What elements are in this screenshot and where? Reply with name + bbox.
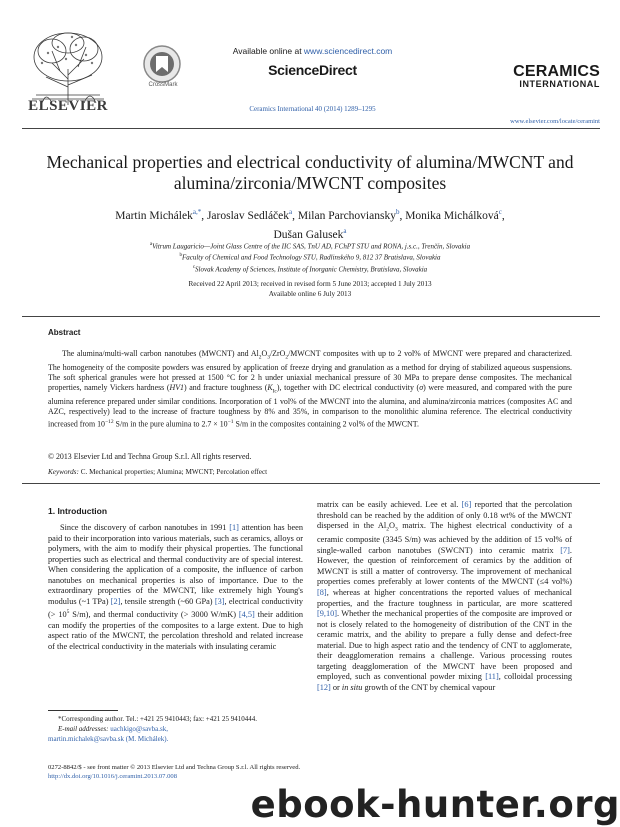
body-text: growth of the CNT by chemical vapour bbox=[362, 682, 496, 692]
abstract-symbol: K bbox=[267, 383, 273, 393]
keywords-list: C. Mechanical properties; Alumina; MWCNT; Percolation effect bbox=[78, 468, 268, 476]
abstract-superscript: −1 bbox=[227, 419, 234, 426]
abstract-text-part: The alumina/multi-wall carbon nanotubes (MWCNT) and Al bbox=[62, 349, 259, 358]
author-name: Jaroslav Sedláček bbox=[206, 209, 290, 222]
affiliation-mark: c bbox=[192, 264, 196, 270]
publisher-logo-text: ELSEVIER bbox=[28, 98, 108, 114]
author-name: Dušan Galusek bbox=[273, 228, 344, 241]
platform-name: ScienceDirect bbox=[268, 62, 357, 78]
citation-link[interactable]: [6] bbox=[461, 500, 472, 509]
affiliations bbox=[30, 240, 590, 274]
title-line-2: alumina/zirconia/MWCNT composites bbox=[173, 173, 447, 193]
author-name: Martin Michálek bbox=[115, 209, 193, 222]
citation-link[interactable]: [4,5] bbox=[238, 610, 255, 620]
abstract-text-part: ), together with DC electrical conductivity ( bbox=[276, 383, 420, 393]
abstract-subscript: 2 bbox=[285, 354, 289, 361]
abstract-superscript: −12 bbox=[104, 419, 114, 426]
journal-logo-line2: INTERNATIONAL bbox=[519, 79, 600, 89]
body-column-left bbox=[48, 523, 303, 652]
body-text: . However, the question of reinforcement of ceramics by the addition of MWCNT is still a matter of controversy. The improvement of mechanical properties comes preferably at lower contents of the MWCNT (≤4 vol%) bbox=[317, 545, 572, 587]
abstract-text-part: S/m in the pure alumina to 2.7 × 10 bbox=[113, 420, 228, 429]
body-text: reported that the percolation threshold can be reached by the addition of only 0.18 wt% of the MWCNT dispersed in the Al bbox=[317, 500, 572, 531]
section-heading-introduction: 1. Introduction bbox=[48, 506, 108, 516]
citation-link[interactable]: [3] bbox=[214, 596, 225, 606]
affiliation-mark: a bbox=[149, 242, 153, 247]
abstract-text-part: O bbox=[261, 349, 268, 358]
affiliation-item bbox=[30, 263, 590, 274]
author-list bbox=[30, 205, 590, 243]
body-text: or bbox=[330, 682, 342, 692]
affiliation-text: Vitrum Laugaricio—Joint Glass Centre of the IIC SAS, TnU AD, FChPT STU and RONA, j.s.c., Trenčín, Slovakia bbox=[152, 242, 471, 251]
body-text: , tensile strength (~60 GPa) bbox=[120, 596, 215, 606]
citation-link[interactable]: [7] bbox=[560, 545, 570, 555]
header-divider bbox=[22, 128, 600, 129]
abstract-copyright: © 2013 Elsevier Ltd and Techna Group S.r.l. All rights reserved. bbox=[48, 452, 252, 461]
author-name: Milan Parchoviansky bbox=[297, 209, 396, 222]
body-text: matrix. The highest electrical conductivity of a ceramic composite (3345 S/m) was achieved by the addition of 15 vol% of single-walled carbon nanotubes (SWCNT) into ceramic matrix bbox=[317, 521, 572, 555]
body-text: Since the discovery of carbon nanotubes in 1991 bbox=[60, 523, 230, 532]
abstract-text-part: /MWCNT composites with up to 2 vol% of MWCNT were prepared and characterized. The homogeneity of the composite powders was ensured by application of freeze drying and granulation as a method for drying of stabilized aqueous suspensions. The soft spherical granules were hot pressed at 1500 °C for 2 h under uniaxial mechanical pressure of 30 MPa to prepare dense composites. The mechanical properties, namely Vickers hardness ( bbox=[48, 349, 572, 393]
footnote-email-line bbox=[48, 724, 303, 734]
body-subscript: 2 bbox=[386, 526, 389, 533]
affiliation-mark: b bbox=[179, 253, 182, 259]
body-text: , electrical conductivity (> 10 bbox=[48, 596, 303, 620]
front-matter-info bbox=[48, 763, 428, 781]
abstract-text-part: ) and fracture toughness ( bbox=[183, 383, 268, 393]
abstract-symbol: σ bbox=[419, 383, 424, 393]
author-affil-mark[interactable]: a,* bbox=[192, 208, 202, 216]
author-affil-mark[interactable]: b bbox=[395, 208, 400, 216]
keywords bbox=[48, 468, 572, 476]
body-text: their addition can modify the properties of the composites to a large extent. Due to high aspect ratio of the MWCNT, the percolation threshold and related increase of the electrical conductivity in the materials with insulating ceramic bbox=[48, 610, 303, 651]
body-text: O bbox=[388, 521, 395, 531]
abstract-subscript: 3 bbox=[267, 354, 270, 361]
abstract-subscript: Ic bbox=[272, 388, 277, 395]
author-affil-mark[interactable]: a bbox=[289, 208, 293, 216]
email-label: E-mail addresses: bbox=[58, 725, 109, 733]
dates-line-1: Received 22 April 2013; received in revised form 5 June 2013; accepted 1 July 2013 bbox=[188, 280, 432, 288]
body-text: . Whether the mechanical properties of the composite are improved or not is closely related to the homogeneity of distribution of the CNT in the ceramic matrix, and the ability to prepare a fully dense and defect-free material. Due to high aspect ratio and the tendency of CNT to agglomerate, their deagglomeration remains a challenge. Various processing routes targeting deagglomeration of the MWCNT have been proposed and employed, such as conventional powder mixing bbox=[317, 609, 572, 682]
dates-line-2: Available online 6 July 2013 bbox=[268, 290, 352, 298]
citation-link[interactable]: [2] bbox=[110, 596, 121, 606]
body-text: S/m), and thermal conductivity (> 3000 W/mK) bbox=[69, 610, 239, 620]
email-link[interactable]: martin.michalek@savba.sk (M. Michálek). bbox=[48, 735, 169, 743]
abstract-heading: Abstract bbox=[48, 328, 81, 337]
journal-logo-line1: CERAMICS bbox=[513, 63, 600, 80]
citation-link[interactable]: [1] bbox=[229, 523, 239, 532]
keywords-label: Keywords: bbox=[48, 468, 79, 476]
journal-url-link[interactable]: www.elsevier.com/locate/ceramint bbox=[510, 118, 600, 125]
abstract-text-part: ) were measured, and compared with the pure alumina reference prepared under similar conditions. Incorporation of 1 vol% of the MWCNT into the alumina, and alumina/zirconia matrices (composites AC and AZC, respectively) lead to the increase of fracture toughness by 8% and 35%, in comparison to the monolithic alumina reference. The electrical conductivity increased from 10 bbox=[48, 383, 573, 429]
author-affil-mark[interactable]: c bbox=[498, 208, 502, 216]
abstract-symbol: HV1 bbox=[169, 383, 184, 393]
affiliation-text: Faculty of Chemical and Food Technology STU, Radlinského 9, 812 37 Bratislava, Slovakia bbox=[181, 253, 441, 262]
body-text: , colloidal processing bbox=[498, 672, 572, 682]
abstract-body bbox=[48, 349, 572, 430]
abstract-text-part: S/m in the composites containing 2 vol% of the MWCNT. bbox=[233, 420, 419, 429]
citation-link[interactable]: [12] bbox=[317, 682, 331, 692]
citation-link[interactable]: [8] bbox=[317, 588, 327, 598]
citation-link[interactable]: [9,10] bbox=[317, 609, 338, 619]
body-superscript: 5 bbox=[66, 609, 70, 616]
title-line-1: Mechanical properties and electrical conductivity of alumina/MWCNT and bbox=[46, 152, 574, 172]
citation-link[interactable]: [11] bbox=[485, 672, 499, 682]
crossmark-label: CrossMark bbox=[148, 82, 178, 88]
front-matter-line: 0272-8842/$ - see front matter © 2013 Elsevier Ltd and Techna Group S.r.l. All rights reserved. bbox=[48, 764, 301, 771]
available-online-prefix: Available online at bbox=[232, 46, 304, 56]
author-name: Monika Michálková bbox=[405, 209, 499, 222]
footnote-divider bbox=[48, 710, 118, 711]
email-link[interactable]: uachkigo@savba.sk, bbox=[108, 725, 169, 733]
watermark-text: ebook-hunter.org bbox=[250, 783, 620, 826]
sciencedirect-link[interactable]: www.sciencedirect.com bbox=[303, 46, 393, 56]
body-text: attention has been paid to their incorporation into various materials, such as ceramics, alloys or polymers, with the aim to modify their physical properties. The functional properties such as electrical and thermal conductivity are of special interest. When considering the application of a composite, the influence of carbon nanotubes on mechanical properties is also of importance. Due to the extraordinary properties of the MWCNT, like extremely high Young's modulus (~1 TPa) bbox=[48, 523, 303, 606]
affiliation-item bbox=[30, 240, 590, 251]
journal-logo bbox=[470, 64, 600, 89]
body-text: , whereas at higher concentrations the reported values of mechanical properties, and the fracture toughness in particular, are more scattered bbox=[317, 588, 572, 608]
body-column-right bbox=[317, 500, 572, 694]
authors-line-1: Martin Michálek$^{a,*}$, Jaroslav Sedláček$^a$, Milan Parchoviansky$^b$, Monika Michálková$^c$, bbox=[115, 208, 505, 222]
affiliation-item bbox=[30, 251, 590, 262]
article-title bbox=[30, 152, 590, 194]
abstract-top-divider bbox=[22, 316, 600, 317]
abstract-subscript: 2 bbox=[258, 354, 262, 361]
crossmark-icon[interactable] bbox=[142, 44, 182, 84]
abstract-bottom-divider bbox=[22, 483, 600, 484]
doi-link[interactable]: http://dx.doi.org/10.1016/j.ceramint.2013.07.008 bbox=[48, 773, 177, 780]
journal-reference-link[interactable]: Ceramics International 40 (2014) 1289–1295 bbox=[249, 105, 376, 113]
body-italic: in situ bbox=[341, 682, 363, 692]
article-dates bbox=[30, 279, 590, 299]
available-online bbox=[200, 46, 425, 56]
footnote-line: *Corresponding author. Tel.: +421 25 9410443; fax: +421 25 9410444. bbox=[58, 715, 257, 723]
author-affil-mark[interactable]: a bbox=[343, 226, 347, 235]
affiliation-text: Slovak Academy of Sciences, Institute of Inorganic Chemistry, Bratislava, Slovakia bbox=[195, 264, 428, 273]
body-text: matrix can be easily achieved. Lee et al. bbox=[317, 500, 462, 509]
body-subscript: 3 bbox=[394, 526, 398, 533]
corresponding-author-footnote bbox=[48, 714, 303, 744]
abstract-text-part: /ZrO bbox=[269, 349, 286, 358]
